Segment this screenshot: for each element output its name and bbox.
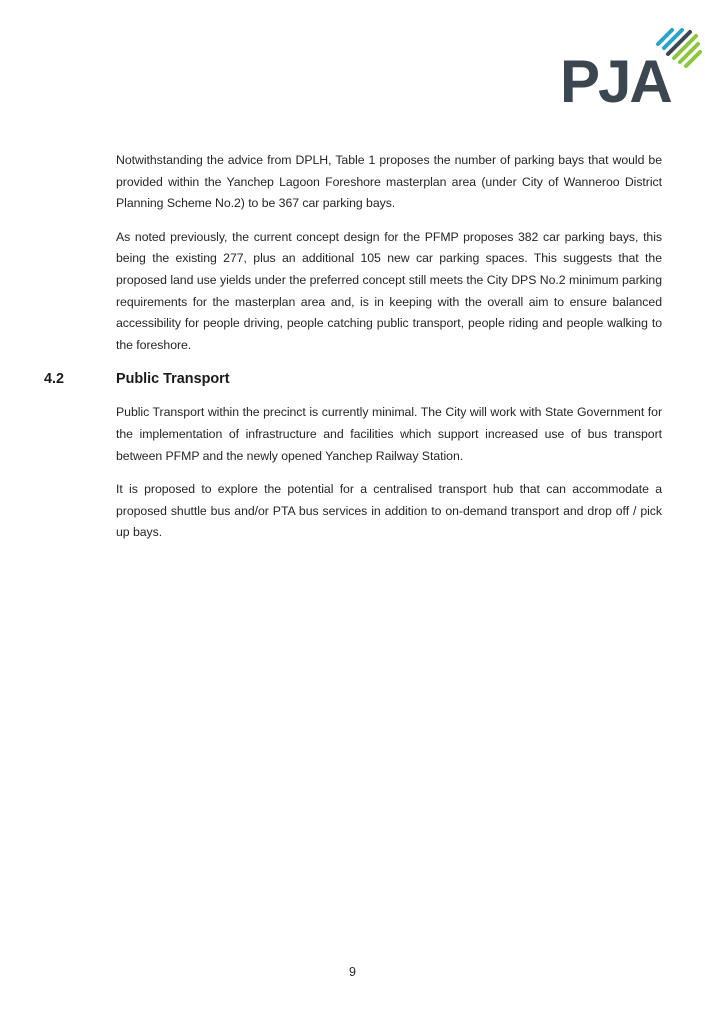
section-number: 4.2 <box>44 371 65 388</box>
paragraph: It is proposed to explore the potential for a centralised transport hub that can accommodate a proposed shuttle bus and/or PTA bus services in addition to on-demand transport and drop off / pick up bays. <box>116 482 662 540</box>
pja-logo-graphic <box>558 22 704 106</box>
section-title: Public Transport <box>116 371 230 388</box>
paragraph: Public Transport within the precinct is currently minimal. The City will work with State Government for the implementation of infrastructure and facilities which support increased use of bus transport between PFMP and the newly opened Yanchep Railway Station. <box>116 405 662 463</box>
section-heading <box>44 368 662 390</box>
paragraph: As noted previously, the current concept design for the PFMP proposes 382 car parking bays, this being the existing 277, plus an additional 105 new car parking spaces. This suggests that the proposed land use yields under the preferred concept still meets the City DPS No.2 minimum parking requirements for the masterplan area and, is in keeping with the overall aim to ensure balanced accessibility for people driving, people catching public transport, people riding and people walking to the foreshore. <box>116 229 662 352</box>
logo-text: PJA <box>560 48 671 106</box>
document-body <box>44 150 662 556</box>
page-number: 9 <box>349 965 356 979</box>
paragraph: Notwithstanding the advice from DPLH, Table 1 proposes the number of parking bays that would be provided within the Yanchep Lagoon Foreshore masterplan area (under City of Wanneroo District Planning Scheme No.2) to be 367 car parking bays. <box>116 153 662 211</box>
pja-logo <box>558 22 704 106</box>
